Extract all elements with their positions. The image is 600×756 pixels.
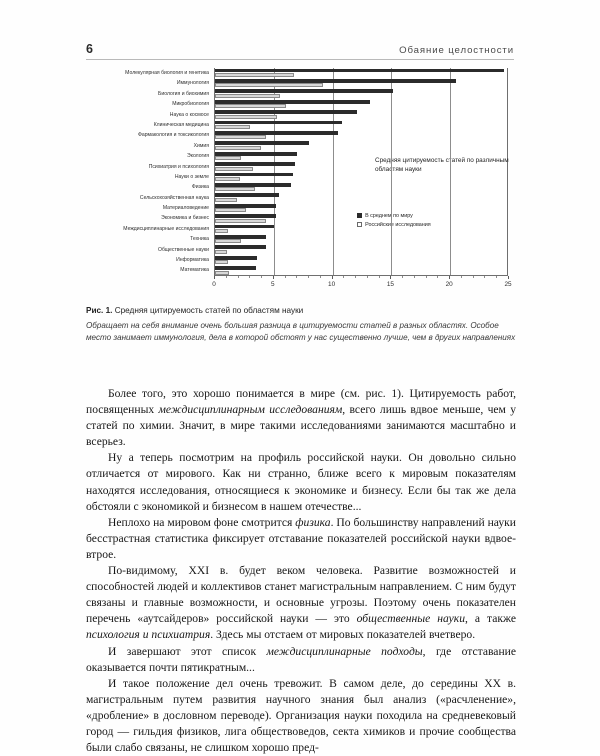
chart-x-tick-label: 25 (504, 280, 512, 288)
chart-bar-russia (215, 167, 253, 171)
text-run: . Здесь мы отстаем от мировых показателей вчетверо. (210, 628, 476, 642)
chart-bar-russia (215, 73, 294, 77)
figure-caption-number: Рис. 1. (86, 306, 113, 315)
chart-category-label: Микробиология (172, 101, 209, 108)
text-run: , всего лишь вдвое меньше, чем у статей по химии. Значит, в мире такими исследованиями занимаются масштабно и всерьез. (86, 403, 517, 449)
figure-caption-note: Обращает на себя внимание очень большая разница в цитируемости статей в разных областях. Особое место занимает иммунология, дела в которой обстоят у нас существенно лучше, чем в других направлениях (86, 321, 516, 343)
emphasized-text: междисциплинарные подходы (266, 644, 423, 658)
chart-bar-russia (215, 115, 277, 119)
chart-x-tick-minor (285, 276, 286, 278)
text-run: И такое положение дел очень тревожит. В самом деле, до середины XX в. магистральным путем развития научного знания был анализ («расчленение», «дробление» в дословном переводе). Организация науки походила на средневековый город — гильдия физиков, лига обществоведов, секта химиков и прочие сообщества были слабо связаны, не слишком хорошо пред- (86, 676, 516, 755)
chart-x-tick-minor (343, 276, 344, 278)
chart-x-tick-minor (238, 276, 239, 278)
emphasized-text: междисциплинарным исследованиям (158, 403, 343, 417)
legend-label-russia: Российские исследования (365, 221, 431, 228)
chart-x-axis (212, 276, 512, 296)
chart-bar-row (215, 130, 507, 140)
chart-category-label: Математика (180, 267, 209, 274)
text-run: , где отставание оказывается почти пятикратным... (86, 644, 517, 674)
chart-inset-title: Средняя цитируемость статей по различным областям науки (375, 157, 509, 174)
chart-category-label: Наука о космосе (169, 111, 209, 118)
chart-category-label: Молекулярная биология и генетика (125, 70, 209, 76)
chart-bar-row (215, 234, 507, 244)
emphasized-text: психология и психиатрия (86, 628, 211, 642)
chart-bar-russia (215, 208, 246, 212)
figure-1 (86, 66, 514, 298)
chart-bar-russia (215, 125, 250, 129)
chart-category-label: Биология и биохимия (158, 90, 209, 97)
chart-bar-row (215, 89, 507, 99)
chart-category-label: Клиническая медицина (153, 121, 209, 128)
text-run: Неплохо на мировом фоне смотрится (108, 515, 296, 529)
chart-bar-russia (215, 135, 266, 139)
body-paragraph (86, 515, 516, 563)
chart-bar-row (215, 151, 507, 161)
chart-bar-row (215, 162, 507, 172)
chart-bar-world (215, 131, 338, 135)
chart-x-tick-label: 10 (328, 280, 336, 288)
chart-bar-row (215, 182, 507, 192)
chart-category-label: Химия (193, 142, 209, 149)
chart-bar-russia (215, 146, 261, 150)
text-run: И завершают этот список (108, 644, 267, 658)
chart-bar-row (215, 120, 507, 130)
chart-bar-world (215, 162, 295, 166)
chart-bar-world (215, 266, 256, 270)
figure-caption (86, 306, 516, 345)
chart-bar-row (215, 214, 507, 224)
chart-x-tick-major (390, 276, 391, 279)
chart-bar-row (215, 99, 507, 109)
chart-x-tick-major (508, 276, 509, 279)
chart-plot-area (214, 68, 508, 276)
chart-bar-row (215, 266, 507, 276)
chart-bar-row (215, 245, 507, 255)
chart-bar-row (215, 78, 507, 88)
chart-category-label: Междисциплинарные исследования (123, 225, 209, 232)
chart-x-tick-minor (461, 276, 462, 278)
chart-x-tick-minor (496, 276, 497, 278)
chart-x-tick-minor (484, 276, 485, 278)
chart-bar-world (215, 183, 291, 187)
chart-bar-world (215, 141, 309, 145)
chart-bar-row (215, 141, 507, 151)
page-number: 6 (86, 42, 94, 56)
chart-x-tick-minor (437, 276, 438, 278)
chart-bar-russia (215, 271, 229, 275)
chart-bar-russia (215, 156, 241, 160)
chart-bar-world (215, 256, 257, 260)
chart-bar-world (215, 89, 393, 93)
chart-category-label: Техника (190, 236, 209, 243)
chart-bar-russia (215, 177, 240, 181)
chart-bar-row (215, 255, 507, 265)
chart-x-tick-minor (473, 276, 474, 278)
chart-bar-world (215, 204, 276, 208)
chart-x-tick-label: 0 (212, 280, 216, 288)
chart-bar-world (215, 152, 297, 156)
chart-bar-world (215, 214, 276, 218)
chart-bar-world (215, 235, 266, 239)
chart-x-tick-minor (426, 276, 427, 278)
chart-bar-russia (215, 229, 228, 233)
emphasized-text: физика (295, 515, 331, 529)
chart-category-label: Экология (187, 153, 209, 160)
chart-bar-row (215, 193, 507, 203)
text-run: , а также (465, 612, 516, 626)
chart-bar-russia (215, 94, 280, 98)
chart-category-labels (86, 68, 212, 276)
chart-x-tick-major (449, 276, 450, 279)
chart-x-tick-minor (320, 276, 321, 278)
chart-bar-russia (215, 219, 266, 223)
chart-bar-world (215, 245, 266, 249)
chart-category-label: Материаловедение (162, 205, 209, 212)
text-run: Ну а теперь посмотрим на профиль российской науки. Он довольно сильно отличается от мирового. Как ни странно, ближе всего к мировым показателям находятся исследования, относящиеся к экономике и бизнесу. Если бы так же дела обстояли с экономикой и бизнесом в нашем отечестве... (86, 451, 516, 513)
figure-caption-title: Средняя цитируемость статей по областям науки (114, 306, 304, 315)
chart-x-tick-major (332, 276, 333, 279)
chart-bar-row (215, 203, 507, 213)
chart-x-tick-label: 5 (271, 280, 275, 288)
running-head (86, 34, 514, 60)
body-paragraph (86, 450, 516, 514)
bar-chart (86, 66, 514, 298)
chart-x-tick-label: 15 (386, 280, 394, 288)
chart-bar-row (215, 110, 507, 120)
body-paragraph (86, 386, 516, 450)
chart-x-tick-minor (367, 276, 368, 278)
emphasized-text: общественные науки (356, 612, 466, 626)
chart-bar-world (215, 173, 293, 177)
chart-category-label: Информатика (176, 257, 209, 264)
chart-category-label: Экономика и бизнес (161, 215, 209, 222)
chart-bar-world (215, 193, 279, 197)
chart-bar-world (215, 69, 504, 73)
chart-category-label: Иммунология (176, 80, 209, 87)
chart-category-label: Общественные науки (158, 246, 209, 253)
text-run: Более того, это хорошо понимается в мире (см. рис. 1). Цитируемость работ, посвященных (86, 387, 516, 417)
chart-bar-russia (215, 83, 323, 87)
chart-x-tick-minor (226, 276, 227, 278)
body-paragraph (86, 676, 516, 756)
chart-x-tick-minor (308, 276, 309, 278)
chart-x-tick-minor (355, 276, 356, 278)
chart-x-tick-major (273, 276, 274, 279)
chart-bar-row (215, 221, 507, 234)
chart-bar-world (215, 225, 274, 229)
chart-bar-world (215, 100, 370, 104)
chart-category-label: Сельскохозяйственная наука (139, 194, 209, 201)
chart-x-tick-minor (414, 276, 415, 278)
text-run: По-видимому, XXI в. будет веком человека. Развитие возможностей и способностей людей и коллективов станет магистральным направлением. С ним будут связаны и главные возможности, и основные угрозы. Поэтому очень показателен перечень «аутсайдеров» российской науки — это (86, 564, 516, 626)
chart-bar-russia (215, 250, 227, 254)
chart-x-tick-minor (296, 276, 297, 278)
chart-bar-russia (215, 198, 237, 202)
chart-bar-russia (215, 260, 228, 264)
text-run: . По большинству направлений науки бесстрастная статистика фиксирует отставание показателей российской науки вдвое-втрое. (86, 515, 517, 561)
chart-bar-world (215, 79, 456, 83)
chart-x-tick-minor (249, 276, 250, 278)
chart-bar-world (215, 110, 357, 114)
chart-bar-row (215, 68, 507, 78)
body-paragraph (86, 644, 516, 676)
chart-x-tick-major (214, 276, 215, 279)
chart-category-label: Физика (191, 184, 209, 191)
legend-label-world: В среднем по миру (365, 212, 413, 219)
body-paragraph (86, 563, 516, 643)
chart-bar-russia (215, 239, 241, 243)
chart-category-label: Психиатрия и психология (148, 163, 209, 170)
chart-bar-russia (215, 104, 286, 108)
chart-x-tick-minor (402, 276, 403, 278)
figure-caption-main (86, 306, 516, 315)
chart-bar-row (215, 172, 507, 182)
running-head-title: Обаяние целостности (399, 45, 514, 56)
chart-bar-world (215, 121, 342, 125)
chart-bar-russia (215, 187, 255, 191)
chart-category-label: Науки о земле (174, 173, 209, 180)
chart-x-tick-label: 20 (445, 280, 453, 288)
chart-x-tick-minor (379, 276, 380, 278)
chart-x-tick-minor (261, 276, 262, 278)
chart-category-label: Фармакология и токсикология (138, 132, 209, 139)
body-text (86, 386, 516, 756)
